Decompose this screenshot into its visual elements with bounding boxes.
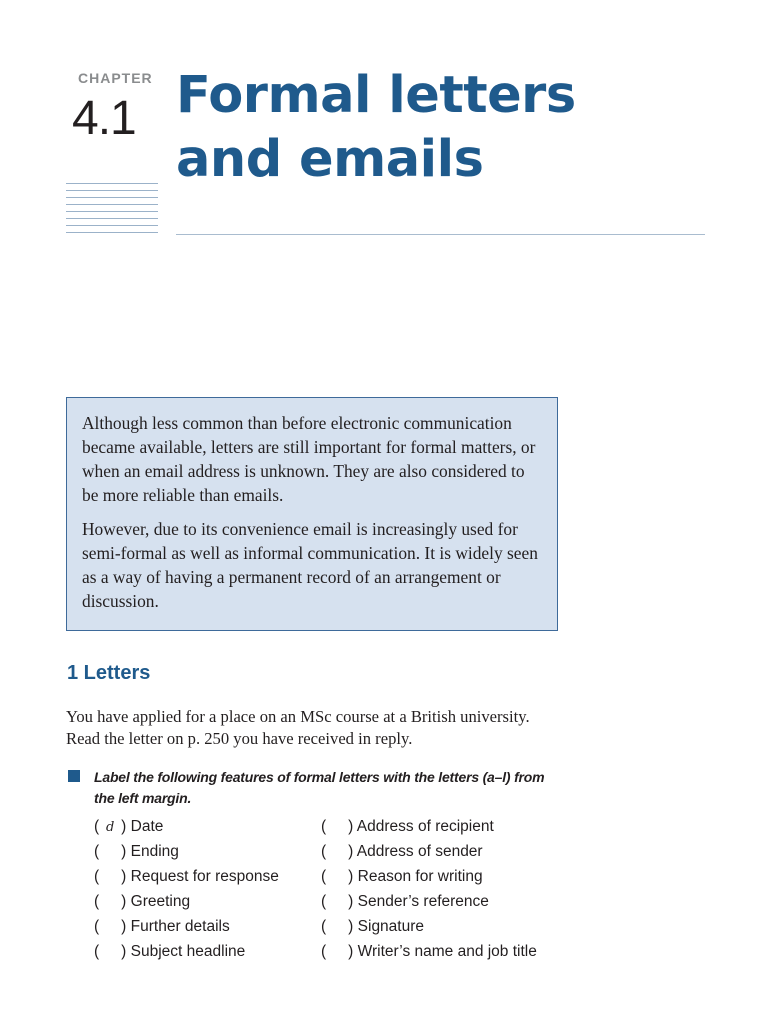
title-divider [176, 234, 705, 235]
task-instruction [94, 767, 574, 809]
chapter-number: 4.1 [72, 92, 136, 145]
feature-item [321, 818, 494, 836]
intro-paragraph-1: Although less common than before electronic communication became available, letters are still important for formal matters, or when an email address is unknown. They are also considered to be more reliable than emails. [82, 413, 536, 505]
feature-label: Address of sender [356, 843, 483, 860]
feature-item [321, 893, 489, 911]
open-paren: ( [94, 893, 100, 910]
answer-blank[interactable]: d [106, 820, 115, 835]
open-paren: ( [94, 843, 100, 860]
feature-row [94, 843, 574, 868]
chapter-title-line-1: Formal letters [176, 66, 576, 125]
feature-item [94, 843, 179, 861]
feature-list [94, 818, 574, 968]
open-paren: ( [94, 818, 100, 835]
feature-row [94, 868, 574, 893]
section-body-text: You have applied for a place on an MSc course at a British university. Read the letter on p. 250 you have received in reply. [66, 707, 530, 748]
feature-item [321, 868, 483, 886]
decorative-stripes [66, 183, 158, 235]
close-paren: ) [121, 843, 127, 860]
open-paren: ( [321, 893, 327, 910]
feature-item [94, 918, 230, 936]
feature-label: Subject headline [130, 943, 246, 960]
feature-row [94, 893, 574, 918]
open-paren: ( [321, 943, 327, 960]
feature-label: Writer’s name and job title [357, 943, 537, 960]
open-paren: ( [321, 918, 327, 935]
feature-item [94, 893, 190, 911]
feature-row [94, 918, 574, 943]
feature-label: Further details [130, 918, 230, 935]
feature-item [94, 818, 163, 836]
open-paren: ( [94, 918, 100, 935]
feature-row [94, 818, 574, 843]
chapter-title [176, 64, 576, 192]
close-paren: ) [348, 818, 354, 835]
feature-label: Greeting [130, 893, 191, 910]
close-paren: ) [121, 868, 127, 885]
task-instruction-line-1: Label the following features of formal letters with the letters (a–l) from [94, 769, 545, 785]
feature-label: Ending [130, 843, 179, 860]
chapter-label: CHAPTER [78, 70, 153, 86]
task-bullet-icon [68, 770, 80, 782]
task-instruction-line-2: the left margin. [94, 790, 192, 806]
feature-label: Reason for writing [357, 868, 483, 885]
feature-item [321, 918, 424, 936]
section-heading: 1 Letters [67, 662, 151, 684]
close-paren: ) [348, 918, 354, 935]
open-paren: ( [321, 818, 327, 835]
intro-paragraph-2: However, due to its convenience email is increasingly used for semi-formal as well as informal communication. It is widely seen as a way of having a permanent record of an arrangement or discussion. [82, 519, 538, 611]
close-paren: ) [348, 868, 354, 885]
feature-label: Address of recipient [356, 818, 494, 835]
feature-item [94, 868, 279, 886]
close-paren: ) [121, 893, 127, 910]
close-paren: ) [348, 943, 354, 960]
open-paren: ( [94, 943, 100, 960]
feature-label: Sender’s reference [357, 893, 489, 910]
close-paren: ) [121, 943, 127, 960]
feature-item [321, 843, 483, 861]
feature-row [94, 943, 574, 968]
feature-item [94, 943, 245, 961]
feature-label: Request for response [130, 868, 279, 885]
close-paren: ) [121, 818, 127, 835]
open-paren: ( [94, 868, 100, 885]
feature-item [321, 943, 537, 961]
open-paren: ( [321, 843, 327, 860]
intro-box [66, 397, 558, 631]
close-paren: ) [121, 918, 127, 935]
close-paren: ) [348, 843, 354, 860]
feature-label: Signature [357, 918, 425, 935]
feature-label: Date [130, 818, 164, 835]
close-paren: ) [348, 893, 354, 910]
chapter-title-line-2: and emails [176, 130, 484, 189]
open-paren: ( [321, 868, 327, 885]
